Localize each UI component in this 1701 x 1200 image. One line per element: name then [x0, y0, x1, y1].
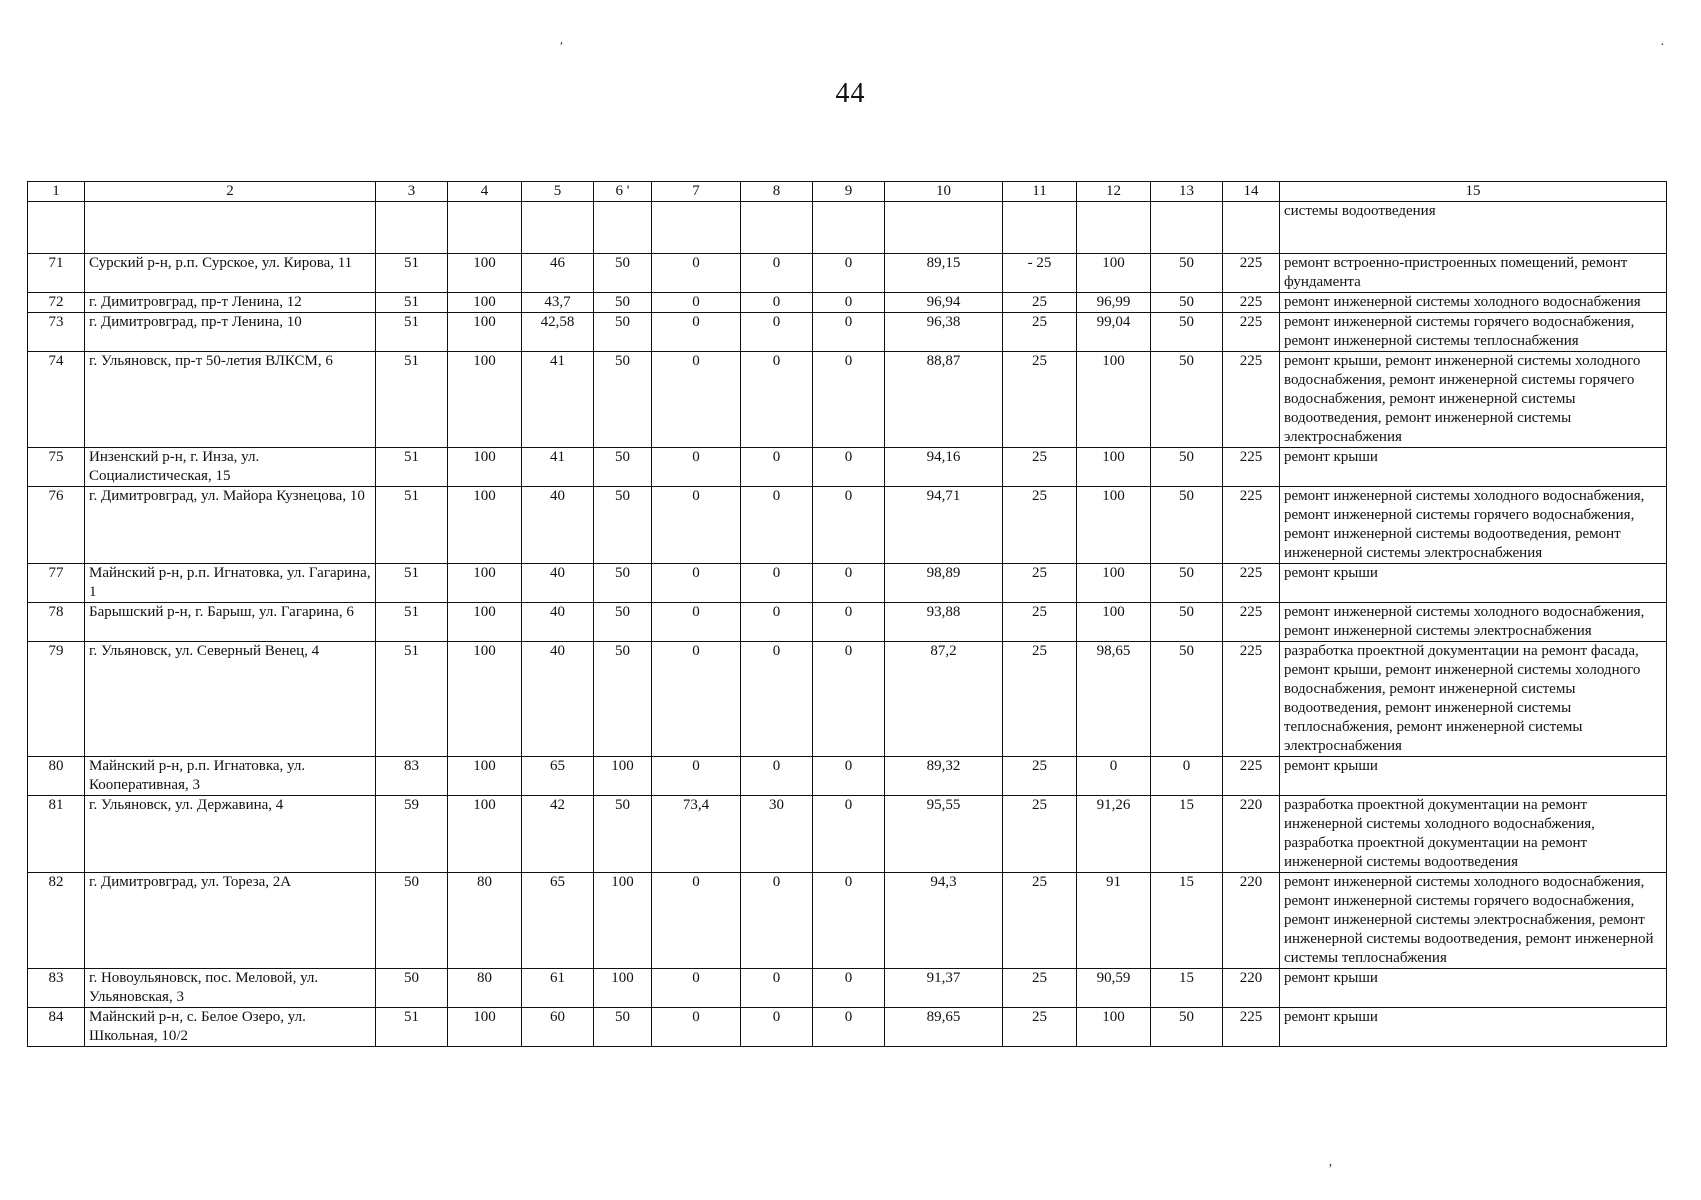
row-number: 82	[28, 873, 85, 969]
col-4-value: 100	[448, 313, 522, 352]
col-6-value: 50	[594, 603, 652, 642]
scan-speck-bottom: ’	[1328, 1162, 1333, 1177]
works-description: системы водоотведения	[1280, 202, 1667, 254]
works-description: ремонт встроенно-пристроенных помещений, ремонт фундамента	[1280, 254, 1667, 293]
column-number: 6 '	[594, 182, 652, 202]
col-14-value: 220	[1223, 873, 1280, 969]
col-13-value: 50	[1151, 642, 1223, 757]
column-number: 12	[1077, 182, 1151, 202]
col-3-value: 51	[376, 1008, 448, 1047]
col-7-value: 0	[652, 1008, 741, 1047]
col-5-value: 41	[522, 352, 594, 448]
col-9-value: 0	[813, 796, 885, 873]
row-number: 73	[28, 313, 85, 352]
col-11-value: 25	[1003, 352, 1077, 448]
table-row	[28, 564, 1667, 603]
col-10-value: 89,32	[885, 757, 1003, 796]
col-13-value: 50	[1151, 293, 1223, 313]
row-number: 72	[28, 293, 85, 313]
col-8-value: 0	[741, 603, 813, 642]
row-number: 77	[28, 564, 85, 603]
column-number: 10	[885, 182, 1003, 202]
col-5-value: 42,58	[522, 313, 594, 352]
works-description: ремонт крыши, ремонт инженерной системы холодного водоснабжения, ремонт инженерной системы горячего водоснабжения, ремонт инженерной системы водоотведения, ремонт инженерной системы электроснабжения	[1280, 352, 1667, 448]
col-14-value: 225	[1223, 293, 1280, 313]
col-13-value: 50	[1151, 487, 1223, 564]
col-12-value: 90,59	[1077, 969, 1151, 1008]
col-5-value: 43,7	[522, 293, 594, 313]
col-9-value: 0	[813, 448, 885, 487]
works-description: ремонт инженерной системы холодного водоснабжения	[1280, 293, 1667, 313]
col-3-value: 50	[376, 873, 448, 969]
col-5-value: 61	[522, 969, 594, 1008]
col-4-value: 100	[448, 796, 522, 873]
col-14-value: 225	[1223, 254, 1280, 293]
col-12-value: 100	[1077, 1008, 1151, 1047]
column-number: 15	[1280, 182, 1667, 202]
col-3-value: 51	[376, 448, 448, 487]
col-7-value: 0	[652, 603, 741, 642]
col-8-value: 0	[741, 448, 813, 487]
col-13-value: 50	[1151, 603, 1223, 642]
house-address: г. Ульяновск, ул. Державина, 4	[85, 796, 376, 873]
col-11-value: 25	[1003, 487, 1077, 564]
col-12-value: 96,99	[1077, 293, 1151, 313]
column-number: 7	[652, 182, 741, 202]
row-number: 78	[28, 603, 85, 642]
col-5-value: 60	[522, 1008, 594, 1047]
col-3-value: 51	[376, 487, 448, 564]
col-4-value: 100	[448, 757, 522, 796]
col-10-value: 94,16	[885, 448, 1003, 487]
column-number: 5	[522, 182, 594, 202]
row-number: 83	[28, 969, 85, 1008]
col-6-value: 100	[594, 757, 652, 796]
col-6-value: 100	[594, 969, 652, 1008]
row-number: 80	[28, 757, 85, 796]
column-number: 1	[28, 182, 85, 202]
col-13-value: 50	[1151, 564, 1223, 603]
col-10-value: 93,88	[885, 603, 1003, 642]
col-12-value: 100	[1077, 448, 1151, 487]
col-4-value: 80	[448, 873, 522, 969]
house-address: Майнский р-н, р.п. Игнатовка, ул. Гагарина, 1	[85, 564, 376, 603]
col-3-value: 50	[376, 969, 448, 1008]
col-14-value: 225	[1223, 564, 1280, 603]
col-8-value: 0	[741, 293, 813, 313]
col-7-value: 0	[652, 969, 741, 1008]
row-number: 84	[28, 1008, 85, 1047]
works-description: ремонт крыши	[1280, 448, 1667, 487]
col-8-value: 30	[741, 796, 813, 873]
col-7-value: 0	[652, 352, 741, 448]
col-4-value: 100	[448, 1008, 522, 1047]
col-12-value: 91,26	[1077, 796, 1151, 873]
col-3-value: 51	[376, 254, 448, 293]
col-14-value: 225	[1223, 1008, 1280, 1047]
col-14-value: 220	[1223, 796, 1280, 873]
col-10-value: 88,87	[885, 352, 1003, 448]
col-11-value: 25	[1003, 757, 1077, 796]
house-address: Сурский р-н, р.п. Сурское, ул. Кирова, 11	[85, 254, 376, 293]
column-number: 13	[1151, 182, 1223, 202]
col-10-value: 98,89	[885, 564, 1003, 603]
col-9-value: 0	[813, 254, 885, 293]
col-13-value: 15	[1151, 969, 1223, 1008]
col-3-value: 51	[376, 642, 448, 757]
col-5-value: 40	[522, 487, 594, 564]
col-5-value: 40	[522, 603, 594, 642]
register-table	[27, 181, 1667, 1047]
table-row	[28, 448, 1667, 487]
col-12-value: 100	[1077, 603, 1151, 642]
continuation-row	[28, 202, 1667, 254]
col-3-value: 51	[376, 564, 448, 603]
col-13-value: 50	[1151, 1008, 1223, 1047]
works-description: ремонт крыши	[1280, 1008, 1667, 1047]
col-6-value: 50	[594, 642, 652, 757]
col-9-value: 0	[813, 564, 885, 603]
col-9-value: 0	[813, 969, 885, 1008]
col-7-value: 0	[652, 448, 741, 487]
page-number: 44	[835, 78, 866, 109]
works-description: разработка проектной документации на ремонт фасада, ремонт крыши, ремонт инженерной системы холодного водоснабжения, ремонт инженерной системы водоотведения, ремонт инженерной системы теплоснабжения, ремонт инженерной системы электроснабжения	[1280, 642, 1667, 757]
col-3-value: 83	[376, 757, 448, 796]
col-6-value: 50	[594, 487, 652, 564]
table-row	[28, 969, 1667, 1008]
works-description: ремонт инженерной системы горячего водоснабжения, ремонт инженерной системы теплоснабжения	[1280, 313, 1667, 352]
col-8-value: 0	[741, 757, 813, 796]
col-9-value: 0	[813, 293, 885, 313]
col-13-value: 50	[1151, 352, 1223, 448]
col-12-value: 100	[1077, 487, 1151, 564]
table-row	[28, 487, 1667, 564]
col-3-value: 51	[376, 352, 448, 448]
col-7-value: 0	[652, 293, 741, 313]
col-4-value: 100	[448, 487, 522, 564]
col-13-value: 50	[1151, 313, 1223, 352]
house-address: Майнский р-н, р.п. Игнатовка, ул. Кооперативная, 3	[85, 757, 376, 796]
col-3-value: 51	[376, 293, 448, 313]
col-12-value: 99,04	[1077, 313, 1151, 352]
col-4-value: 100	[448, 352, 522, 448]
house-address: г. Димитровград, пр-т Ленина, 10	[85, 313, 376, 352]
house-address: г. Ульяновск, пр-т 50-летия ВЛКСМ, 6	[85, 352, 376, 448]
column-number-row	[28, 182, 1667, 202]
col-10-value: 95,55	[885, 796, 1003, 873]
col-11-value: 25	[1003, 969, 1077, 1008]
col-8-value: 0	[741, 873, 813, 969]
col-9-value: 0	[813, 487, 885, 564]
table-row	[28, 796, 1667, 873]
table-row	[28, 352, 1667, 448]
col-11-value: - 25	[1003, 254, 1077, 293]
col-11-value: 25	[1003, 293, 1077, 313]
row-number: 71	[28, 254, 85, 293]
column-number: 2	[85, 182, 376, 202]
column-number: 11	[1003, 182, 1077, 202]
house-address: г. Ульяновск, ул. Северный Венец, 4	[85, 642, 376, 757]
column-number: 9	[813, 182, 885, 202]
works-description: ремонт инженерной системы холодного водоснабжения, ремонт инженерной системы электроснабжения	[1280, 603, 1667, 642]
col-14-value: 225	[1223, 487, 1280, 564]
table-row	[28, 873, 1667, 969]
col-12-value: 98,65	[1077, 642, 1151, 757]
col-13-value: 15	[1151, 796, 1223, 873]
col-13-value: 50	[1151, 254, 1223, 293]
col-6-value: 50	[594, 313, 652, 352]
col-6-value: 50	[594, 796, 652, 873]
col-10-value: 89,15	[885, 254, 1003, 293]
col-6-value: 100	[594, 873, 652, 969]
col-5-value: 65	[522, 757, 594, 796]
col-9-value: 0	[813, 757, 885, 796]
col-11-value: 25	[1003, 313, 1077, 352]
col-5-value: 42	[522, 796, 594, 873]
row-number: 76	[28, 487, 85, 564]
col-5-value: 40	[522, 642, 594, 757]
col-12-value: 100	[1077, 564, 1151, 603]
col-9-value: 0	[813, 1008, 885, 1047]
col-11-value: 25	[1003, 642, 1077, 757]
col-14-value: 220	[1223, 969, 1280, 1008]
table-row	[28, 642, 1667, 757]
column-number: 4	[448, 182, 522, 202]
col-7-value: 0	[652, 757, 741, 796]
works-description: ремонт крыши	[1280, 757, 1667, 796]
row-number: 75	[28, 448, 85, 487]
col-4-value: 100	[448, 293, 522, 313]
col-14-value: 225	[1223, 603, 1280, 642]
house-address: г. Димитровград, пр-т Ленина, 12	[85, 293, 376, 313]
column-number: 3	[376, 182, 448, 202]
col-5-value: 41	[522, 448, 594, 487]
col-12-value: 0	[1077, 757, 1151, 796]
col-12-value: 100	[1077, 254, 1151, 293]
col-13-value: 0	[1151, 757, 1223, 796]
col-4-value: 100	[448, 642, 522, 757]
col-12-value: 100	[1077, 352, 1151, 448]
col-11-value: 25	[1003, 564, 1077, 603]
col-3-value: 59	[376, 796, 448, 873]
works-description: ремонт крыши	[1280, 564, 1667, 603]
col-9-value: 0	[813, 603, 885, 642]
table-row	[28, 293, 1667, 313]
column-number: 14	[1223, 182, 1280, 202]
col-10-value: 94,3	[885, 873, 1003, 969]
col-11-value: 25	[1003, 873, 1077, 969]
col-14-value: 225	[1223, 757, 1280, 796]
col-14-value: 225	[1223, 313, 1280, 352]
col-13-value: 15	[1151, 873, 1223, 969]
works-description: ремонт инженерной системы холодного водоснабжения, ремонт инженерной системы горячего водоснабжения, ремонт инженерной системы электроснабжения, ремонт инженерной системы водоотведения, ремонт инженерной системы теплоснабжения	[1280, 873, 1667, 969]
col-6-value: 50	[594, 564, 652, 603]
house-address: г. Новоульяновск, пос. Меловой, ул. Ульяновская, 3	[85, 969, 376, 1008]
col-11-value: 25	[1003, 796, 1077, 873]
house-address: Инзенский р-н, г. Инза, ул. Социалистическая, 15	[85, 448, 376, 487]
col-6-value: 50	[594, 448, 652, 487]
col-14-value: 225	[1223, 352, 1280, 448]
table-row	[28, 313, 1667, 352]
col-3-value: 51	[376, 603, 448, 642]
col-5-value: 46	[522, 254, 594, 293]
works-description: разработка проектной документации на ремонт инженерной системы холодного водоснабжения, разработка проектной документации на ремонт инженерной системы водоотведения	[1280, 796, 1667, 873]
col-6-value: 50	[594, 1008, 652, 1047]
house-address: г. Димитровград, ул. Тореза, 2А	[85, 873, 376, 969]
col-9-value: 0	[813, 352, 885, 448]
col-14-value: 225	[1223, 642, 1280, 757]
col-13-value: 50	[1151, 448, 1223, 487]
scan-speck-top: ′	[560, 40, 564, 55]
col-10-value: 94,71	[885, 487, 1003, 564]
col-10-value: 96,38	[885, 313, 1003, 352]
col-4-value: 100	[448, 254, 522, 293]
works-description: ремонт инженерной системы холодного водоснабжения, ремонт инженерной системы горячего водоснабжения, ремонт инженерной системы водоотведения, ремонт инженерной системы электроснабжения	[1280, 487, 1667, 564]
col-4-value: 80	[448, 969, 522, 1008]
col-8-value: 0	[741, 487, 813, 564]
col-14-value: 225	[1223, 448, 1280, 487]
house-address: Барышский р-н, г. Барыш, ул. Гагарина, 6	[85, 603, 376, 642]
col-8-value: 0	[741, 313, 813, 352]
col-12-value: 91	[1077, 873, 1151, 969]
row-number: 81	[28, 796, 85, 873]
col-7-value: 0	[652, 487, 741, 564]
col-4-value: 100	[448, 603, 522, 642]
table-row	[28, 757, 1667, 796]
col-11-value: 25	[1003, 603, 1077, 642]
col-8-value: 0	[741, 254, 813, 293]
col-6-value: 50	[594, 293, 652, 313]
table-row	[28, 603, 1667, 642]
col-7-value: 0	[652, 564, 741, 603]
table-row	[28, 254, 1667, 293]
col-6-value: 50	[594, 352, 652, 448]
scan-speck-corner: ·	[1660, 38, 1665, 53]
col-7-value: 73,4	[652, 796, 741, 873]
col-8-value: 0	[741, 352, 813, 448]
col-7-value: 0	[652, 873, 741, 969]
col-10-value: 87,2	[885, 642, 1003, 757]
col-4-value: 100	[448, 564, 522, 603]
col-11-value: 25	[1003, 448, 1077, 487]
col-11-value: 25	[1003, 1008, 1077, 1047]
row-number: 74	[28, 352, 85, 448]
col-7-value: 0	[652, 254, 741, 293]
col-9-value: 0	[813, 642, 885, 757]
table-row	[28, 1008, 1667, 1047]
row-number: 79	[28, 642, 85, 757]
col-10-value: 91,37	[885, 969, 1003, 1008]
col-5-value: 40	[522, 564, 594, 603]
col-8-value: 0	[741, 564, 813, 603]
col-8-value: 0	[741, 969, 813, 1008]
col-9-value: 0	[813, 873, 885, 969]
column-number: 8	[741, 182, 813, 202]
col-7-value: 0	[652, 313, 741, 352]
col-3-value: 51	[376, 313, 448, 352]
house-address: Майнский р-н, с. Белое Озеро, ул. Школьная, 10/2	[85, 1008, 376, 1047]
col-5-value: 65	[522, 873, 594, 969]
col-6-value: 50	[594, 254, 652, 293]
col-9-value: 0	[813, 313, 885, 352]
col-10-value: 96,94	[885, 293, 1003, 313]
works-description: ремонт крыши	[1280, 969, 1667, 1008]
col-8-value: 0	[741, 642, 813, 757]
col-8-value: 0	[741, 1008, 813, 1047]
col-7-value: 0	[652, 642, 741, 757]
house-address: г. Димитровград, ул. Майора Кузнецова, 10	[85, 487, 376, 564]
col-4-value: 100	[448, 448, 522, 487]
col-10-value: 89,65	[885, 1008, 1003, 1047]
